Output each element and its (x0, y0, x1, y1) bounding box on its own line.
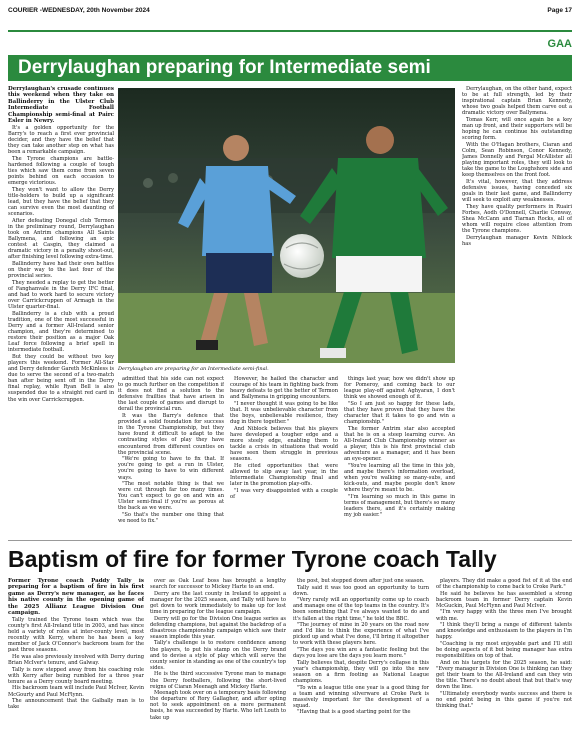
paragraph: The former Antrim star also accepted that he is on a steep learning curve. An All-Ireland Club Championship winner as a player, this is his first provincial club adventure as a manager, and it has been an eye-opener. (344, 425, 455, 463)
paragraph: Ballinderry have had their own battles on their way to the last four of the provincial series. (8, 261, 114, 280)
paragraph: the post, but stepped down after just one season. (297, 578, 425, 584)
paragraph: But they could be without two key players this weekend. Former All-Star and Derry defender Gareth McKinless is due to serve the second of a two-match ban after being sent off in the Derry final replay, while Ryan Bell is also suspended due to a straight red card in the win over Carrickcruppen. (8, 353, 114, 403)
header-rule (8, 30, 572, 32)
headline: Derrylaughan preparing for Intermediate semi (18, 57, 431, 78)
paragraph: He is the third successive Tyrone man to manage the Derry footballers, following the short-lived reigns of Ciaran Meenagh and Mickey Harte. (150, 671, 286, 690)
story2-column-3 (293, 578, 429, 733)
masthead-date: COURIER -WEDNESDAY, 20th November 2024 (8, 7, 150, 14)
paragraph: "The journey of mine in 20 years on the road now and I'd like to think the experience of what I've picked up and what I've done, I'll bring it altogether to work with these players here. (293, 622, 429, 647)
paragraph: "Having that is a good starting point for the (297, 709, 411, 716)
story2-column-4 (436, 578, 572, 733)
paragraph: "So that's the number one thing that we need to fix." (118, 512, 224, 525)
page-number: Page 17 (547, 7, 572, 14)
paragraph: Former Tyrone coach Paddy Tally is preparing for a baptism of fire in his first game as Derry's new manager, as he faces his native county in the opening game of the 2025 Allianz League Division One campaign. (8, 578, 144, 617)
paragraph: Tally is now stepped away from his coaching role with Kerry after being rumbled for a three year tenure as a Derry county board meeting. (8, 666, 144, 685)
paragraph: "You're learning all the time in this job, and maybe there's information overload, when you're walking so many-subs, and kick-outs, and maybe people don't know where they're meant to be. (344, 462, 455, 494)
paragraph: It was the Barry's defence that provided a solid foundation for success in the Tyrone Championship, but they have found it difficult to adapt to the contrasting styles of play they have encountered from different counties on the provincial scene. (118, 413, 224, 456)
paragraph: "I'm very happy with the three men I've brought with me. (436, 609, 572, 622)
paragraph: "I'm learning so much in this game in terms of management, but there's so many leaders there, and it's certainly making my job easier." (344, 493, 455, 519)
paragraph: Tally trained the Tyrone team which was the county's first All-Ireland title in 2003, and has since held a variety of roles at inter-county level, most recently with Kerry, where he has been a key member of Jack O'Connor's backroom team for the past three seasons. (8, 616, 144, 654)
paragraph: They have quality performers in Ruairi Forbes, Aodh O'Donnell, Charlie Conway, Shea McCann and Tiarnan Rocks, all of whom will require close attention from the Tyrone champions. (462, 203, 572, 235)
paragraph: And on his targets for the 2025 season, he said: "Every manager in Division One is thinking can they get their team to the All-Ireland and can they win the title. There's no doubt about that but that's way down the line. (436, 659, 572, 691)
paragraph: "I never thought it was going to be like that. It was unbelievable character from the boys, unbelievable resilience, they dug in there together." (230, 400, 338, 426)
paragraph: However, he hailed the character and courage of his team in fighting back from heavy defeats to get the better of Termon and Ballymena in gripping encounters. (230, 376, 338, 401)
story1-column-3 (230, 376, 338, 538)
football-action-photo (118, 88, 455, 363)
story-divider (8, 540, 572, 541)
paragraph: Derry are the last county in Ireland to appoint a manager for the 2025 season, and Tally will have to get down to work immediately to make up for lost time in preparing for the league campaign. (150, 590, 286, 615)
paragraph: With the O'Hagan brothers, Ciaran and Colm, Sean Robinson, Conor Kennedy, James Donnelly and Fergal McAllister all playing important roles, they will look to take the game to the Loughshore side and keep themselves on the front foot. (462, 141, 572, 179)
paragraph: The announcement that the Galbally man is to take (8, 698, 144, 711)
paragraph: players. They did make a good fist of it at the end of the championship to come back to Croke Park." (436, 578, 572, 591)
paragraph: Tally believes that, despite Derry's collapse in this year's championship, they will go into the new season on a firm footing as National League champions. (293, 659, 429, 684)
paragraph: "Ultimately everybody wants success and there is no end point being in this game if you're not thinking that." (436, 690, 572, 709)
paragraph: He cited opportunities that were allowed to slip away last year, in the Intermediate Championship final and later in the promotion play-offs. (230, 462, 338, 488)
paragraph: Ballinderry is a club with a proud tradition, one of the most successful in Derry and a former All-Ireland senior champion, and they're determined to restore their position as a major Oak Leaf force following a brief spell in intermediate football. (8, 310, 114, 354)
headline-2: Baptism of fire for former Tyrone coach Tally (8, 546, 497, 572)
paragraph: "I think they'll bring a range of different talents and knowledge and enthusiasm to the players in I'm happy. (436, 622, 572, 641)
paragraph: things last year, how we didn't show up for Pomeroy, and coming back to our league play-off against Aghyaran, I don't think we showed enough of it. (344, 376, 455, 401)
story1-column-4 (344, 376, 455, 538)
paragraph: It's vital, however, that they address defensive issues, having conceded six goals in their last game, and Ballinderry will seek to exploit any weaknesses. (462, 178, 572, 204)
paragraph: Meenagh took over on a temporary basis following the departure of Rory Gallagher, and after opting not to seek appointment on a more permanent basis, he was succeeded by Harte. Who left Louth to take up (150, 690, 286, 721)
paragraph: admitted that his side can not expect to go much further on the competition if it does not find a solution to the defensive frailties that have arisen in the last couple of games and disrupt to derail the provincial run. (118, 376, 224, 413)
paragraph: "We're going to have to fix that. If you're going to get a run in Ulster, you're going to have to win different ways. (118, 456, 224, 481)
paragraph: Tally said it was too good an opportunity to turn down. (293, 584, 429, 597)
paragraph: "So I am just so happy for these lads, that they have proven that they have the character that it takes to go and win a championship." (344, 400, 455, 426)
paragraph: Derry will go for the Division One league series as defending champions, but against the backdrop of a disastrous championship campaign which saw their season implode this year. (150, 615, 286, 640)
paragraph: The Tyrone champions are battle-hardened following a couple of tough ties which saw them come from seven points behind on each occasion to emerge victorious. (8, 155, 114, 187)
paragraph: After defeating Donegal club Termon in the preliminary round, Derrylaughan took on Antrim champions All Saints Ballymena, and following an epic contest at Casgin, they claimed a dramatic victory in a penalty shoot-out, after finishing level following extra-time. (8, 217, 114, 261)
paragraph: And Niblock believes that his players have developed a tougher edge and a more steely edge, enabling them to tackle a crisis in situations that would have seen them struggle in previous seasons. (230, 425, 338, 463)
paragraph: "The days you win are a fantastic feeling but the days you lose are the days you learn more." (293, 647, 429, 660)
story2-column-1 (8, 578, 144, 733)
story1-column-5 (462, 86, 572, 538)
photo-caption: Derrylaughan are preparing for an Intermediate semi-final. (118, 366, 269, 372)
headline-bar (8, 55, 572, 81)
paragraph: "The most notable thing is that we were cut through far too many times. You can't expect to go on and win an Ulster semi-final if you're as porous at the back as we were. (118, 481, 224, 512)
paragraph: He said he believes he has assembled a strong backroom team in former Derry captain Kevin McGuckin, Paul McFlynn and Paul McIver. (436, 590, 572, 609)
paragraph: "Very rarely will an opportunity come up to coach and manage one of the top teams in the country. It's been something that I've always wanted to do and it's fallen at the right time," he told the BBC. (293, 597, 429, 622)
paragraph: His backroom team will include Paul McIver, Kevin McGourty and Paul McFlynn. (8, 685, 144, 698)
section-label: GAA (547, 38, 572, 50)
story1-column-1 (8, 86, 114, 538)
paragraph: They won't want to allow the Derry title-holders to build up a significant lead, but they have the belief that they can survive even the most daunting of scenarios. (8, 186, 114, 218)
match-photo (118, 88, 455, 363)
story1-column-2 (118, 376, 224, 538)
paragraph: They needed a replay to get the better of Fanghanvale in the Derry IFC final, and had to work hard to secure victory over Carrickcruppen of Armagh in the Ulster quarter-final. (8, 279, 114, 311)
paragraph: Derrylaughan's crusade continues this weekend when they take on Ballinderry in the Ulster Club Intermediate Football Championship semi-final at Pairc Esler in Newry. (8, 86, 114, 125)
paragraph: "Coaching is my most enjoyable part and I'll still be doing aspects of it but being manager has extra responsibilities on top of that. (436, 640, 572, 660)
paragraph: "To win a league title one year is a good thing for a team and winning silverware at Croke Park is massively important for the development of a squad. (293, 684, 429, 709)
paragraph: Derrylaughan, on the other hand, expect to be at full strength, led by their inspirational captain Brian Kennedy, whose two goals helped them carve out a dramatic victory over Ballymena. (462, 86, 572, 117)
paragraph: Derrylaughan manager Kevin Niblock has (462, 234, 572, 247)
paragraph: "I was very disappointed with a couple of (230, 487, 338, 500)
paragraph: It's a golden opportunity for the Barry's to reach a first ever provincial decider, and they have the belief that they can take another step on what has been a remarkable campaign. (8, 124, 114, 156)
paragraph: He was also previously involved with Derry during Brian McIver's tenure, and Galway. (8, 654, 144, 667)
paragraph: Tally's challenge is to restore confidence among the players, to put his stamp on the Derry brand and to devise a style of play which will serve the county senior in standing as one of the country's top sides. (150, 640, 286, 671)
football (280, 234, 324, 278)
paragraph: Tomas Kerr, will once again be a key man up front, and their supporters will be hoping he can continue his outstanding scoring form. (462, 116, 572, 142)
story2-column-2 (150, 578, 286, 733)
paragraph: over as Oak Leaf boss has brought a lengthy search for successor to Mickey Harte to an end. (150, 578, 286, 591)
masthead (8, 4, 572, 16)
